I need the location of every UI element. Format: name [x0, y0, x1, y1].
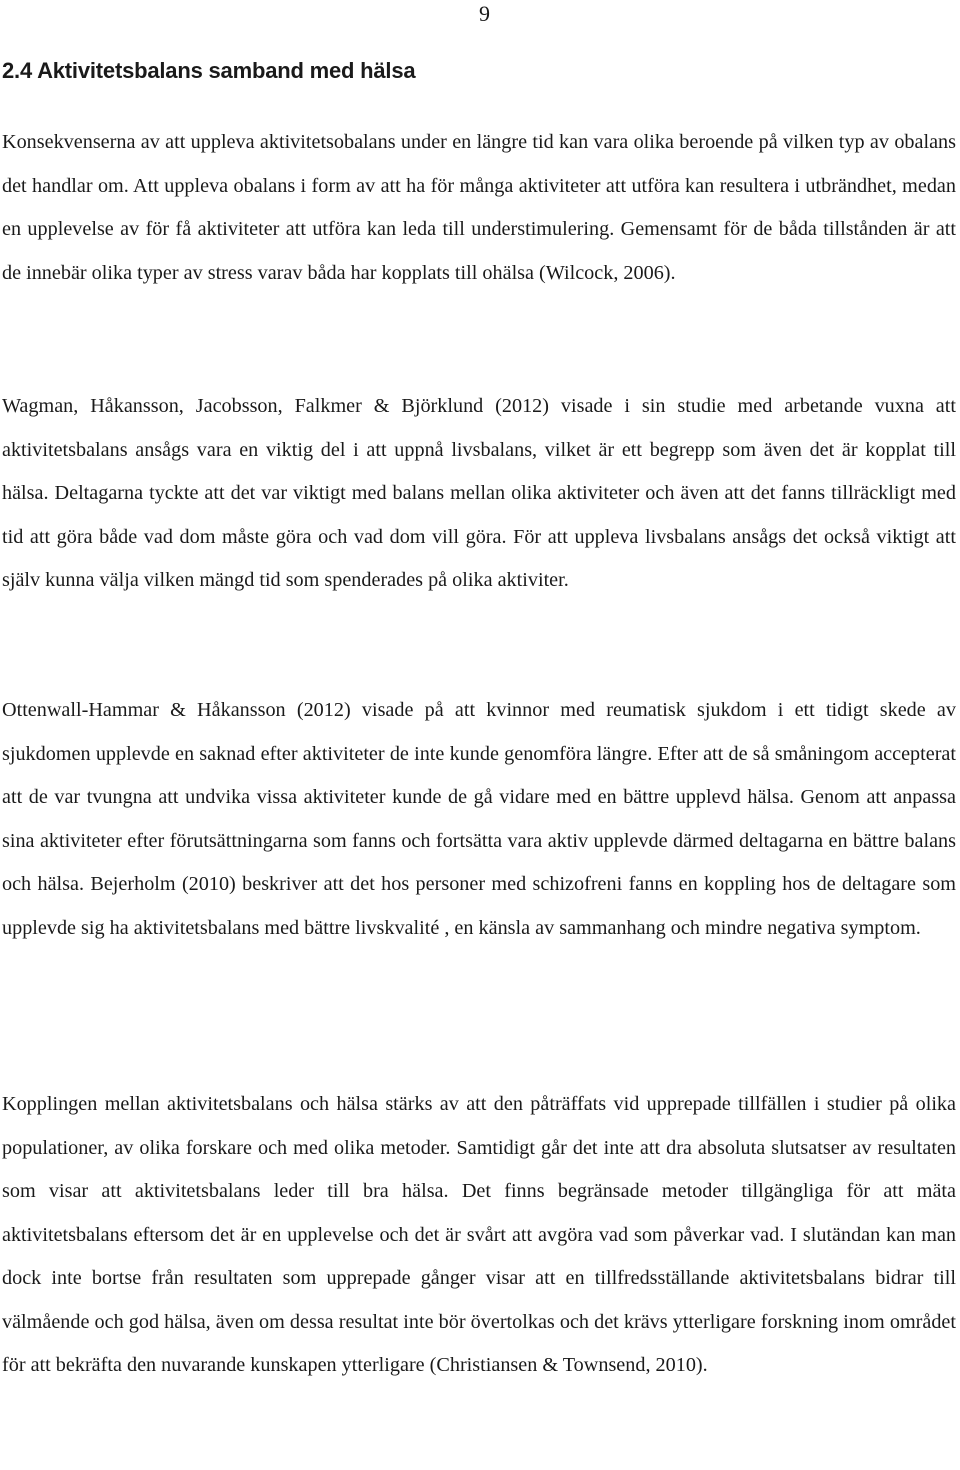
section-heading: 2.4 Aktivitetsbalans samband med hälsa: [2, 58, 416, 83]
page-number: 9: [479, 1, 490, 26]
paragraph-conclusion: Kopplingen mellan aktivitetsbalans och hälsa stärks av att den påträffats vid upprepade tillfällen i studier på olika populationer, av olika forskare och med olika metoder. Samtidigt går det inte att dra absoluta slutsatser av resultaten som visar att aktivitetsbalans leder till bra hälsa. Det finns begränsade metoder tillgängliga för att mäta aktivitetsbalans eftersom det är en upplevelse och det är svårt att avgöra vad som påverkar vad. I slutändan kan man dock inte bortse från resultaten som upprepade gånger visar att en tillfredsställande aktivitetsbalans bidrar till välmående och god hälsa, även om dessa resultat inte bör övertolkas och det krävs ytterligare forskning inom området för att bekräfta den nuvarande kunskapen ytterligare (Christiansen & Townsend, 2010).: [2, 1093, 956, 1376]
paragraph-wagman-study: Wagman, Håkansson, Jacobsson, Falkmer & Björklund (2012) visade i sin studie med arbetande vuxna att aktivitetsbalans ansågs vara en viktig del i att uppnå livsbalans, vilket är ett begrepp som även det är kopplat till hälsa. Deltagarna tyckte att det var viktigt med balans mellan olika aktiviteter och även att det fanns tillräckligt med tid att göra både vad dom måste göra och vad dom vill göra. För att uppleva livsbalans ansågs det också viktigt att själv kunna välja vilken mängd tid som spenderades på olika aktiviter.: [2, 395, 956, 591]
paragraph-activity-imbalance: Konsekvenserna av att uppleva aktivitetsobalans under en längre tid kan vara olika beroende på vilken typ av obalans det handlar om. Att uppleva obalans i form av att ha för många aktiviteter att utföra kan resultera i utbrändhet, medan en upplevelse av för få aktiviteter att utföra kan leda till understimulering. Gemensamt för de båda tillstånden är att de innebär olika typer av stress varav båda har kopplats till ohälsa (Wilcock, 2006).: [2, 131, 956, 284]
paragraph-ottenwall-hammar-study: Ottenwall-Hammar & Håkansson (2012) visade på att kvinnor med reumatisk sjukdom i ett tidigt skede av sjukdomen upplevde en saknad efter aktiviteter de inte kunde genomföra längre. Efter att de så småningom accepterat att de var tvungna att undvika vissa aktiviteter kunde de gå vidare med en bättre upplevd hälsa. Genom att anpassa sina aktiviteter efter förutsättningarna som fanns och fortsätta vara aktiv upplevde därmed deltagarna en bättre balans och hälsa. Bejerholm (2010) beskriver att det hos personer med schizofreni fanns en koppling hos de deltagare som upplevde sig ha aktivitetsbalans med bättre livskvalité , en känsla av sammanhang och mindre negativa symptom.: [2, 699, 956, 939]
